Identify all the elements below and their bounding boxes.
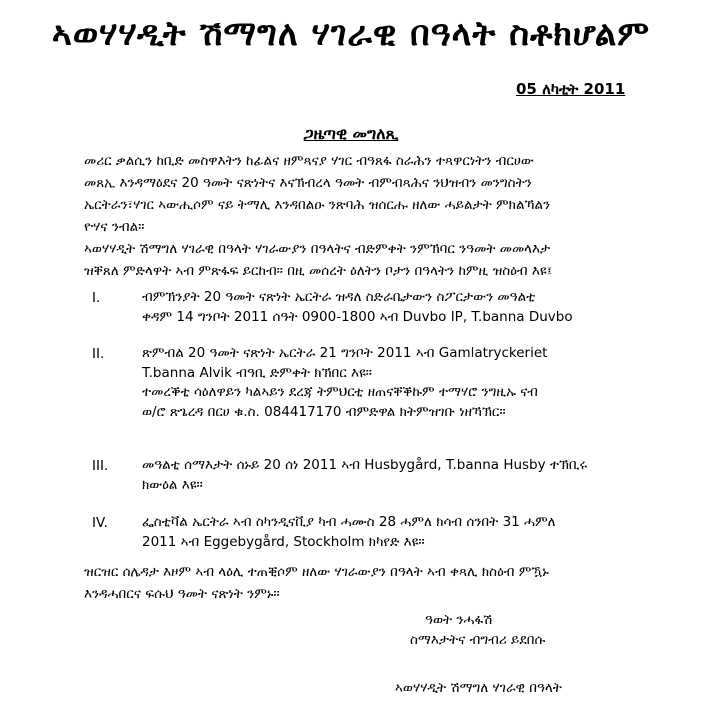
list-item xyxy=(142,513,642,552)
second-paragraph xyxy=(84,238,644,282)
item-numeral: IV. xyxy=(92,515,108,531)
item-line: T.banna Alvik ብዓቢ ድምቀት ክኽበር እዩ። xyxy=(142,364,373,381)
closing-line: ዝርዝር ሰሌዳታ እዞም ኣብ ላዕሊ ተጠቒሶም ዘለው ሃገራውያን በዓላት ኣብ ቀጻሊ ክስዕብ ምዃኑ xyxy=(84,564,549,580)
item-numeral: III. xyxy=(92,458,109,474)
list-item xyxy=(142,344,642,422)
signature-slogan: ስማእታትና ብግብሪ ይደበሱ xyxy=(410,632,546,648)
item-line: ፌስቲቫል ኤርትራ ኣብ ስካንዲናቪያ ካብ ሓሙስ 28 ሓምለ ክሳብ ሰንበት 31 ሓምለ xyxy=(142,514,556,530)
item-line: ክውዕል እዩ። xyxy=(142,476,203,493)
item-line: ጽምብል 20 ዓመት ናጽነት ኤርትራ 21 ግንቦት 2011 ኣብ Gamlatryckeriet xyxy=(142,345,548,361)
item-numeral: I. xyxy=(92,290,101,306)
paragraph-line: ዝቐጸለ ምድላዋት ኣብ ምጽፋፍ ይርከብ። በዚ መሰረት ዕለትን ቦታን በዓላትን ከምዚ ዝስዕብ እዩ፤ xyxy=(84,263,553,279)
item-line: ብምኽንያት 20 ዓመት ናጽነት ኤርትራ ዝዳለ ስድራቤታውን ስፖርታውን መዓልቲ xyxy=(142,289,536,305)
intro-paragraph xyxy=(84,150,644,238)
signature-organization: ኣወሃሃዲት ሽማግለ ሃገራዊ በዓላት xyxy=(395,680,562,696)
item-line: ቀዳም 14 ግንቦት 2011 ሰዓት 0900-1800 ኣብ Duvbo IP, T.banna Duvbo xyxy=(142,308,573,325)
list-item xyxy=(142,288,642,327)
list-item xyxy=(142,456,642,495)
closing-paragraph xyxy=(84,561,644,605)
item-numeral: II. xyxy=(92,346,105,362)
intro-line: ዮሃና ንብል። xyxy=(84,219,145,235)
intro-line: መጸኢ እንዳማዕደና 20 ዓመት ናጽነትና እናኽብረላ ዓመት ብምብጻሕና ንህዝብን መንግስትን xyxy=(84,175,532,191)
intro-line: ኤርትራን፣ሃገር ኣውሒሶም ናይ ትማሊ እንዳበልዑ ንጽባሕ ዝሰርሑ ዘለው ሓይልታት ምክልኻልን xyxy=(84,197,551,213)
paragraph-line: ኣወሃሃዲት ሽማግለ ሃገራዊ በዓላት ሃገራውያን በዓላትና ብድምቀት ንምኽባር ንዓመት መመላእታ xyxy=(84,241,551,257)
press-release-heading: ጋዜጣዊ መግለጺ xyxy=(303,124,399,143)
item-line: ወ/ሮ ጽጌረዳ በርሀ ቁ.ስ. 084417170 ብምድዋል ክትምዝገቡ ነዘኻኽር። xyxy=(142,403,506,420)
letter-date: 05 ለካቲት 2011 xyxy=(516,80,626,98)
organization-title: ኣወሃሃዲት ሽማግለ ሃገራዊ በዓላት ስቶክሆልም xyxy=(51,14,651,54)
item-line: 2011 ኣብ Eggebygård, Stockholm ክካየድ እዩ። xyxy=(142,533,425,550)
closing-line: እንዳሓበርና ፍሱህ ዓመት ናጽነት ንምኑ። xyxy=(84,586,280,602)
item-line: ተመረቕቲ ሳዕለዋይን ካልኣይን ደረጃ ትምህርቲ ዘጠናቐቕኩም ተማሃሮ ንግዚኡ ናብ xyxy=(142,384,538,400)
signature-motto: ዓወት ንሓፋሽ xyxy=(425,612,493,628)
item-line: መዓልቲ ሰማእታት ሰኑይ 20 ሰነ 2011 ኣብ Husbygård, T.banna Husby ተኽቢሩ xyxy=(142,457,588,473)
intro-line: መሪር ቃልሲን ከቢድ መስዋእትን ከፊልና ዘምጻናያ ሃገር ብዓጸፋ ስራሕን ተጻዋርነትን ብርሀው xyxy=(84,153,534,169)
